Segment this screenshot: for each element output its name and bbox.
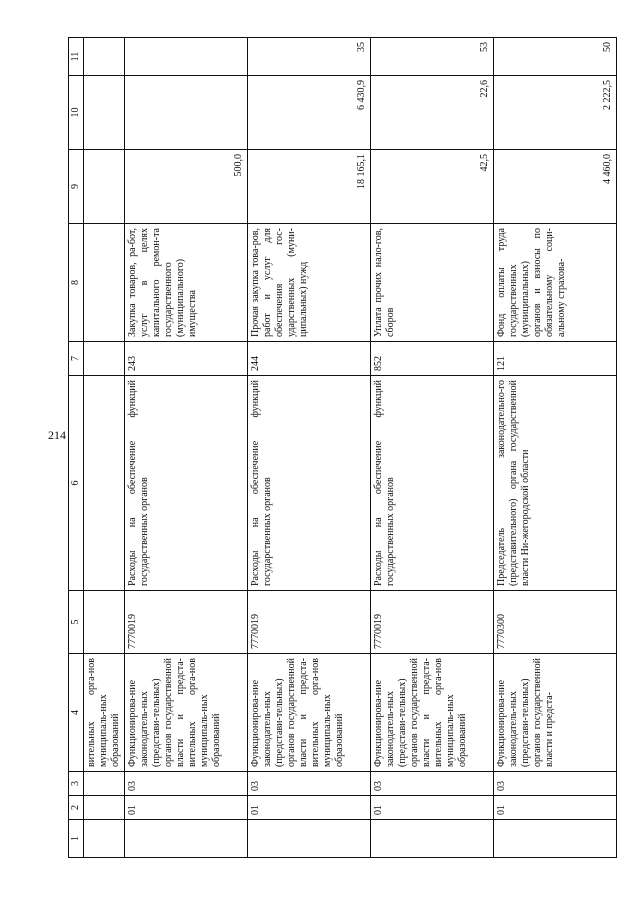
table-cell — [371, 820, 494, 858]
section-name-cell: вительных орга-нов муниципаль-ных образований — [84, 654, 125, 772]
target-article-name-cell: Расходы на обеспечение функций государственных органов — [371, 376, 494, 591]
percent-cell: 50 — [494, 38, 617, 76]
column-number: 6 — [69, 376, 84, 591]
table-cell — [84, 820, 125, 858]
table-row — [125, 38, 248, 858]
amount-cell: 4 460,0 — [494, 150, 617, 224]
expense-type-name-cell: Уплата прочих нало-гов, сборов — [371, 224, 494, 342]
table-cell — [84, 150, 125, 224]
expense-type-name-cell: Закупка товаров, ра-бот, услуг в целях капитального ремон-та государственного (муниципального) имущества — [125, 224, 248, 342]
section-code-cell: 01 — [371, 796, 494, 820]
percent-cell — [125, 38, 248, 76]
executed-amount-cell — [125, 76, 248, 150]
executed-amount-cell: 22,6 — [371, 76, 494, 150]
expense-type-name-cell: Прочая закупка това-ров, работ и услуг для обеспечения гос-ударственных (муни-ципальных) нужд — [248, 224, 371, 342]
percent-cell: 35 — [248, 38, 371, 76]
subsection-code-cell: 03 — [371, 772, 494, 796]
expense-type-name-cell: Фонд оплаты труда государственных (муниципальных) органов и взносы по обязательному соци-альному страхова- — [494, 224, 617, 342]
column-number: 3 — [69, 772, 84, 796]
column-number: 2 — [69, 796, 84, 820]
table-row — [371, 38, 494, 858]
table-row — [494, 38, 617, 858]
table-row — [248, 38, 371, 858]
section-code-cell: 01 — [248, 796, 371, 820]
section-code-cell: 01 — [125, 796, 248, 820]
budget-table — [68, 37, 617, 858]
expense-type-code-cell: 852 — [371, 342, 494, 376]
budget-table-rotated — [68, 38, 613, 858]
continuation-row — [84, 38, 125, 858]
page-number: 214 — [48, 428, 66, 442]
subsection-code-cell: 03 — [494, 772, 617, 796]
executed-amount-cell: 6 430,9 — [248, 76, 371, 150]
column-number: 1 — [69, 820, 84, 858]
table-cell — [494, 820, 617, 858]
table-cell — [84, 772, 125, 796]
column-number: 8 — [69, 224, 84, 342]
section-name-cell: Функционирова-ние законодатель-ных (представи-тельных) органов государственной власти и предста-вительных орга-нов муниципаль-ных образований — [125, 654, 248, 772]
column-number: 11 — [69, 38, 84, 76]
section-code-cell: 01 — [494, 796, 617, 820]
expense-type-code-cell: 243 — [125, 342, 248, 376]
column-number-row — [69, 38, 84, 858]
column-number: 10 — [69, 76, 84, 150]
column-number: 4 — [69, 654, 84, 772]
table-cell — [84, 38, 125, 76]
column-number: 7 — [69, 342, 84, 376]
table-cell — [84, 342, 125, 376]
amount-cell: 18 165,1 — [248, 150, 371, 224]
target-article-cell: 7770019 — [371, 591, 494, 654]
column-number: 5 — [69, 591, 84, 654]
target-article-name-cell: Председатель законодательно-го (представительного) органа государственной власти Ни-жегородской области — [494, 376, 617, 591]
target-article-cell: 7770019 — [248, 591, 371, 654]
executed-amount-cell: 2 222,5 — [494, 76, 617, 150]
table-cell — [84, 76, 125, 150]
amount-cell: 42,5 — [371, 150, 494, 224]
amount-cell: 500,0 — [125, 150, 248, 224]
table-cell — [84, 224, 125, 342]
section-name-cell: Функционирова-ние законодатель-ных (представи-тельных) органов государственной власти и предста- — [494, 654, 617, 772]
target-article-name-cell: Расходы на обеспечение функций государственных органов — [125, 376, 248, 591]
table-cell — [84, 591, 125, 654]
target-article-name-cell: Расходы на обеспечение функций государственных органов — [248, 376, 371, 591]
section-name-cell: Функционирова-ние законодатель-ных (представи-тельных) органов государственной власти и предста-вительных орга-нов муниципаль-ных образований — [371, 654, 494, 772]
target-article-cell: 7770300 — [494, 591, 617, 654]
table-cell — [248, 820, 371, 858]
percent-cell: 53 — [371, 38, 494, 76]
subsection-code-cell: 03 — [125, 772, 248, 796]
subsection-code-cell: 03 — [248, 772, 371, 796]
table-cell — [125, 820, 248, 858]
table-cell — [84, 796, 125, 820]
section-name-cell: Функционирова-ние законодатель-ных (представи-тельных) органов государственной власти и предста-вительных орга-нов муниципаль-ных образований — [248, 654, 371, 772]
expense-type-code-cell: 121 — [494, 342, 617, 376]
expense-type-code-cell: 244 — [248, 342, 371, 376]
table-cell — [84, 376, 125, 591]
target-article-cell: 7770019 — [125, 591, 248, 654]
column-number: 9 — [69, 150, 84, 224]
